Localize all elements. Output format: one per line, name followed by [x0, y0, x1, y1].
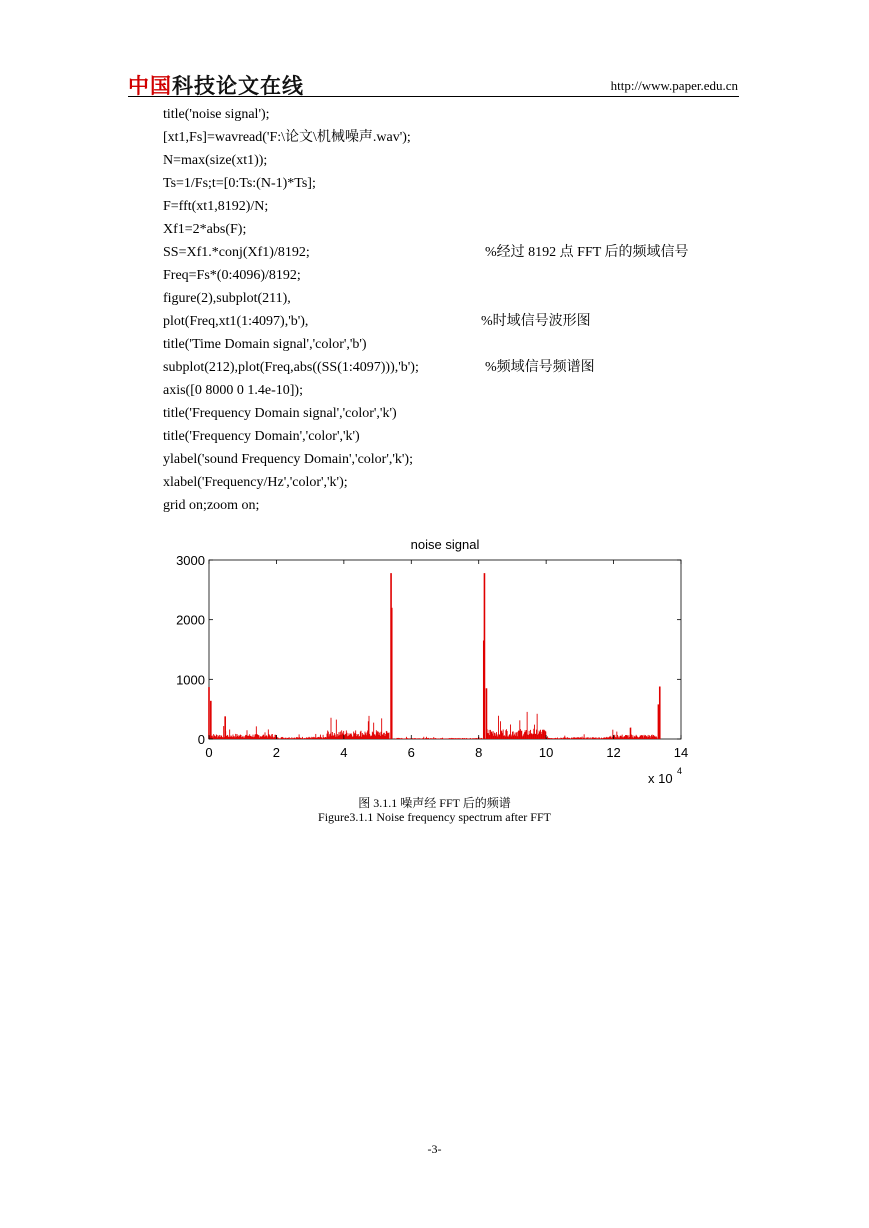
x-tick-label: 12: [606, 745, 621, 760]
code-line: [163, 333, 763, 356]
code-comment: %频域信号频谱图: [485, 360, 595, 375]
code-text: Xf1=2*abs(F);: [163, 222, 247, 237]
code-line: [163, 264, 763, 287]
code-text: xlabel('Frequency/Hz','color','k');: [163, 475, 348, 490]
code-line: [163, 103, 763, 126]
code-text: Freq=Fs*(0:4096)/8192;: [163, 268, 301, 283]
y-tick-label: 0: [197, 732, 205, 747]
y-tick-label: 3000: [176, 553, 205, 568]
code-text: ylabel('sound Frequency Domain','color','k');: [163, 452, 413, 467]
code-line: [163, 471, 763, 494]
x-tick-label: 8: [475, 745, 483, 760]
noise-signal-chart: [160, 530, 700, 792]
page-number: -3-: [427, 1142, 442, 1156]
code-text: title('Frequency Domain','color','k'): [163, 429, 360, 444]
code-line: [163, 402, 763, 425]
x-tick-label: 0: [205, 745, 213, 760]
x-tick-label: 4: [340, 745, 348, 760]
code-line: [163, 218, 763, 241]
x-tick-label: 10: [538, 745, 554, 760]
code-line: [163, 425, 763, 448]
code-text: [xt1,Fs]=wavread('F:\论文\机械噪声.wav');: [163, 130, 411, 145]
x-tick-label: 2: [272, 745, 281, 760]
code-text: title('Time Domain signal','color','b'): [163, 337, 367, 352]
y-tick-label: 1000: [176, 672, 205, 688]
x-tick-label: 14: [673, 745, 689, 760]
code-text: title('noise signal');: [163, 107, 270, 122]
code-line: [163, 172, 763, 195]
code-text: title('Frequency Domain signal','color','k'): [163, 406, 397, 421]
code-text: SS=Xf1.*conj(Xf1)/8192;: [163, 245, 310, 260]
header-url: http://www.paper.edu.cn: [610, 78, 738, 93]
code-line: [163, 448, 763, 471]
code-line: [163, 379, 763, 402]
code-text: Ts=1/Fs;t=[0:Ts:(N-1)*Ts];: [163, 176, 316, 191]
code-line: [163, 356, 763, 379]
logo-red-text: 中国: [128, 74, 172, 98]
code-text: figure(2),subplot(211),: [163, 291, 291, 306]
code-text: plot(Freq,xt1(1:4097),'b'),: [163, 314, 309, 329]
code-line: [163, 195, 763, 218]
plot-area: [209, 560, 681, 739]
code-line: [163, 241, 763, 264]
x-exponent-power: 4: [677, 766, 683, 776]
code-text: F=fft(xt1,8192)/N;: [163, 199, 269, 214]
code-text: N=max(size(xt1));: [163, 153, 268, 168]
code-line: [163, 287, 763, 310]
x-tick-label: 6: [407, 745, 415, 760]
code-text: grid on;zoom on;: [163, 498, 260, 513]
code-line: [163, 310, 763, 333]
chart-title: noise signal: [410, 537, 480, 552]
code-line: [163, 126, 763, 149]
x-exponent-label: x 10: [648, 771, 673, 786]
code-comment: %时域信号波形图: [481, 314, 591, 329]
code-text: axis([0 8000 0 1.4e-10]);: [163, 383, 303, 398]
code-listing: [163, 103, 763, 517]
code-text: subplot(212),plot(Freq,abs((SS(1:4097))),'b');: [163, 360, 419, 375]
y-tick-label: 2000: [176, 612, 205, 628]
figure-caption-zh: 图 3.1.1 噪声经 FFT 后的频谱: [358, 796, 511, 810]
code-line: [163, 149, 763, 172]
code-line: [163, 494, 763, 517]
logo-black-text: 科技论文在线: [172, 74, 304, 98]
header-divider: [128, 96, 739, 97]
figure-caption-en: Figure3.1.1 Noise frequency spectrum after FFT: [318, 810, 551, 824]
code-comment: %经过 8192 点 FFT 后的频域信号: [485, 245, 689, 260]
